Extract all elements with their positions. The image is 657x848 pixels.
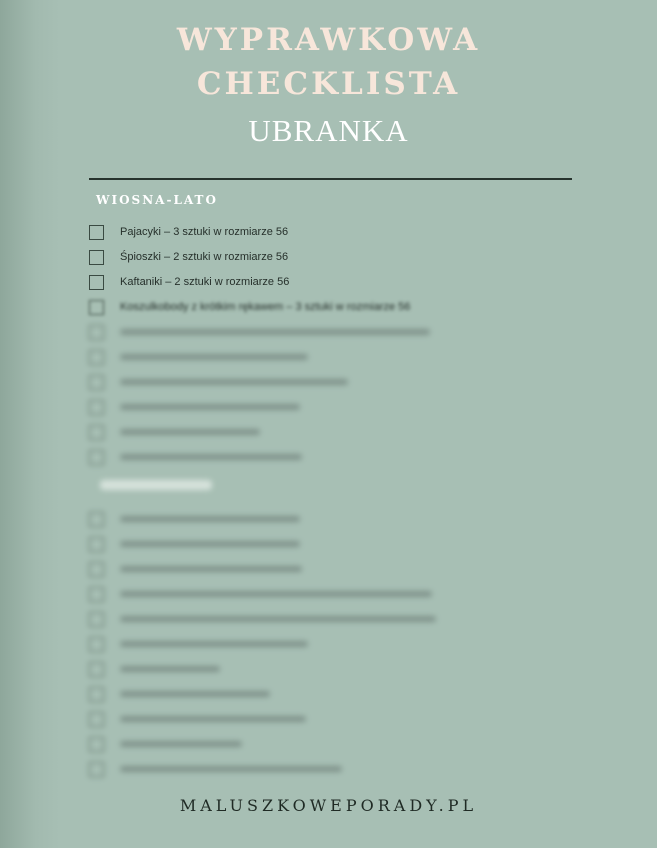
blurred-checklist-item bbox=[89, 509, 300, 529]
blurred-checklist-item bbox=[89, 347, 308, 367]
checkbox bbox=[89, 400, 104, 415]
blurred-text bbox=[120, 404, 300, 410]
checkbox bbox=[89, 450, 104, 465]
checkbox[interactable] bbox=[89, 225, 104, 240]
checkbox[interactable] bbox=[89, 275, 104, 290]
blurred-text bbox=[120, 541, 300, 547]
blurred-text bbox=[120, 429, 260, 435]
checkbox bbox=[89, 662, 104, 677]
checklist-item[interactable] bbox=[89, 272, 289, 292]
footer-site-name: MALUSZKOWEPORADY.PL bbox=[179, 796, 478, 815]
blurred-text bbox=[120, 454, 302, 460]
blurred-checklist-item bbox=[89, 372, 348, 392]
blurred-text bbox=[120, 516, 300, 522]
checklist-item-label: Pajacyki – 3 sztuki w rozmiarze 56 bbox=[120, 226, 289, 238]
checkbox bbox=[89, 425, 104, 440]
blurred-text bbox=[120, 329, 430, 335]
blurred-checklist-item bbox=[89, 322, 430, 342]
blurred-checklist-item bbox=[89, 609, 436, 629]
blurred-text bbox=[120, 566, 302, 572]
checkbox bbox=[89, 375, 104, 390]
blurred-text bbox=[120, 666, 220, 672]
blurred-text bbox=[120, 379, 348, 385]
checkbox bbox=[89, 712, 104, 727]
checkbox bbox=[89, 687, 104, 702]
checkbox[interactable] bbox=[89, 300, 104, 315]
checklist-item[interactable] bbox=[89, 247, 288, 267]
checkbox bbox=[89, 587, 104, 602]
checklist-item-label: Śpioszki – 2 sztuki w rozmiarze 56 bbox=[120, 251, 289, 263]
checkbox bbox=[89, 762, 104, 777]
checklist-item-label: Kaftaniki – 2 sztuki w rozmiarze 56 bbox=[120, 276, 290, 288]
blurred-checklist-item bbox=[89, 659, 220, 679]
blurred-text bbox=[120, 716, 306, 722]
checklist-item[interactable] bbox=[89, 222, 288, 242]
blurred-text bbox=[120, 616, 436, 622]
checkbox bbox=[89, 537, 104, 552]
blurred-checklist-item bbox=[89, 534, 300, 554]
blurred-checklist-item bbox=[89, 759, 342, 779]
section-title-spring-summer: WIOSNA-LATO bbox=[96, 193, 218, 207]
checkbox bbox=[89, 325, 104, 340]
blurred-checklist-item bbox=[89, 559, 302, 579]
blurred-checklist-item bbox=[89, 422, 260, 442]
blurred-checklist-item bbox=[89, 397, 300, 417]
checklist-item-label: Koszulkobody z krótkim rękawem – 3 sztuki w rozmiarze 56 bbox=[120, 301, 411, 313]
page-title-line2: CHECKLISTA bbox=[196, 66, 461, 102]
divider bbox=[89, 178, 572, 180]
checkbox bbox=[89, 737, 104, 752]
checkbox bbox=[89, 637, 104, 652]
checkbox bbox=[89, 512, 104, 527]
blurred-text bbox=[120, 641, 308, 647]
checkbox bbox=[89, 612, 104, 627]
page-header bbox=[0, 18, 657, 153]
blurred-text bbox=[120, 354, 308, 360]
blurred-section-title bbox=[100, 480, 212, 490]
checkbox[interactable] bbox=[89, 250, 104, 265]
blurred-checklist-item bbox=[89, 734, 242, 754]
blurred-text bbox=[120, 766, 342, 772]
blurred-checklist-item bbox=[89, 684, 270, 704]
blurred-text bbox=[120, 691, 270, 697]
blurred-checklist-item bbox=[89, 634, 308, 654]
blurred-checklist-item bbox=[89, 447, 302, 467]
checklist-item[interactable] bbox=[89, 297, 410, 317]
checkbox bbox=[89, 562, 104, 577]
blurred-text bbox=[120, 741, 242, 747]
blurred-text bbox=[120, 591, 432, 597]
checkbox bbox=[89, 350, 104, 365]
page-subtitle: UBRANKA bbox=[248, 113, 409, 148]
page-title-line1: WYPRAWKOWA bbox=[176, 22, 481, 58]
blurred-checklist-item bbox=[89, 709, 306, 729]
blurred-checklist-item bbox=[89, 584, 432, 604]
